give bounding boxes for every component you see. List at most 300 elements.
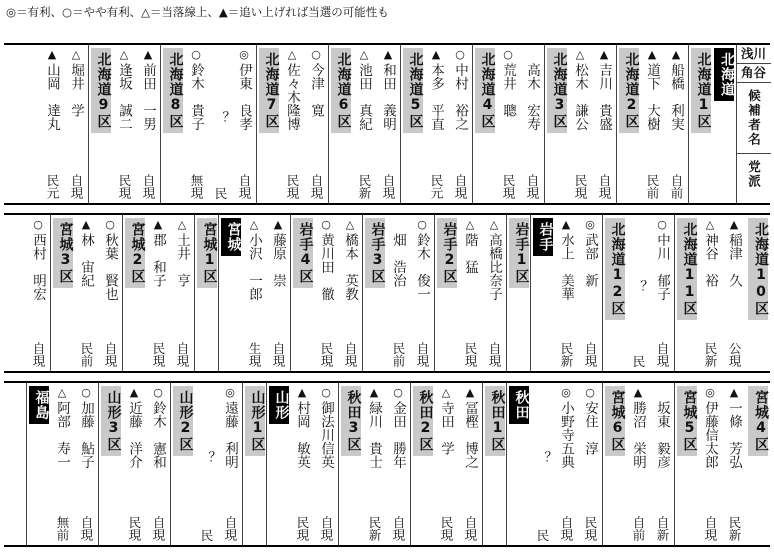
forecast-mark: ▲ [647, 48, 657, 61]
table-column [520, 45, 544, 203]
district-header: 秋田1区 [485, 386, 505, 456]
candidate-top [558, 386, 574, 469]
candidate-name: 寺田 学 [438, 401, 454, 455]
candidate-name: 金田 勝年 [390, 401, 406, 469]
candidate-top [54, 386, 70, 469]
table-column [458, 383, 482, 545]
candidate-top [140, 48, 156, 131]
candidate-name: 和田 義明 [380, 63, 396, 131]
district-header: 宮城4区 [748, 386, 768, 456]
table-column [64, 45, 88, 203]
candidate-top [726, 386, 742, 469]
table-column [602, 215, 626, 371]
table-column [722, 383, 746, 545]
party-label: 自現 [463, 516, 478, 541]
party-label: 自新 [655, 516, 670, 541]
table-column [698, 215, 722, 371]
table-column [122, 383, 146, 545]
table-column [50, 383, 74, 545]
table-column [88, 45, 112, 203]
table-column [544, 45, 568, 203]
forecast-mark: ○ [153, 386, 163, 399]
candidate-name: 御法川信英 [318, 401, 334, 469]
table-column [98, 383, 122, 545]
district-header: 北海道5区 [403, 48, 423, 133]
candidate-top [462, 218, 478, 274]
candidate-top [582, 386, 598, 455]
table-column [400, 45, 424, 203]
party-label: 民前 [391, 342, 406, 367]
table-column [496, 45, 520, 203]
table-column [122, 215, 146, 371]
forecast-mark: ◎ [225, 386, 235, 399]
table-column [338, 215, 362, 371]
table-column [266, 215, 290, 371]
forecast-mark: ○ [417, 218, 427, 231]
district-header: 北海道2区 [619, 48, 639, 133]
party-label: 民 [213, 186, 228, 199]
forecast-mark: ○ [81, 386, 91, 399]
candidate-top [452, 48, 468, 131]
table-column [664, 45, 688, 203]
candidate-name: 藤原 崇 [270, 233, 286, 287]
forecast-mark: ◎ [239, 48, 249, 61]
column-strip [40, 45, 770, 203]
candidate-top [668, 48, 684, 131]
party-label: 民新 [357, 174, 372, 199]
candidate-top [702, 218, 718, 287]
candidate-name: 加藤 鮎子 [78, 401, 94, 469]
table-column [424, 45, 448, 203]
table-column [232, 45, 256, 203]
table-column [218, 383, 242, 545]
candidate-top [270, 218, 286, 287]
party-label: 民 [199, 528, 214, 541]
district-header: 北海道9区 [91, 48, 111, 133]
forecast-mark: ▲ [47, 48, 57, 61]
candidate-name: 稲津 久 [726, 233, 742, 287]
table-column [602, 383, 626, 545]
party-label: 民前 [79, 342, 94, 367]
district-header: 宮城2区 [125, 218, 145, 288]
table-column [314, 383, 338, 545]
party-label: 自前 [669, 174, 684, 199]
party-label: 民現 [127, 516, 142, 541]
forecast-mark: △ [441, 386, 451, 399]
candidate-name: 鈴木 貴子 [188, 63, 204, 131]
forecast-mark: ▲ [369, 386, 379, 399]
candidate-name: 荒井 聰 [500, 63, 516, 117]
district-header: 北海道7区 [259, 48, 279, 133]
candidate-name: 鈴木 俊一 [414, 233, 430, 301]
candidate-top [558, 218, 574, 301]
table-column [434, 215, 458, 371]
table-column [362, 383, 386, 545]
table-column [136, 45, 160, 203]
party-label: 民現 [583, 516, 598, 541]
unknown-candidate: ？ [535, 450, 550, 464]
candidate-name: 小野寺五典 [558, 401, 574, 469]
party-label: 自前 [631, 516, 646, 541]
table-column [194, 215, 218, 371]
candidate-name: 中村 裕之 [452, 63, 468, 131]
candidate-top [486, 218, 502, 301]
forecast-mark: ○ [455, 48, 465, 61]
party-label: 民現 [117, 174, 132, 199]
table-column [554, 383, 578, 545]
table-column [266, 383, 290, 545]
candidate-name: 本多 平直 [428, 63, 444, 131]
party-label: 民新 [703, 342, 718, 367]
table-column [290, 383, 314, 545]
forecast-mark: ○ [393, 386, 403, 399]
candidate-name: 今津 寛 [308, 63, 324, 117]
party-label: 自現 [343, 342, 358, 367]
party-label: 生現 [247, 342, 262, 367]
candidate-top [68, 48, 84, 117]
table-column [650, 383, 674, 545]
candidate-top [390, 386, 406, 469]
forecast-mark: ▲ [81, 218, 91, 231]
candidate-name: 水上 美華 [558, 233, 574, 301]
table-column [376, 45, 400, 203]
district-header: 北海道8区 [163, 48, 183, 133]
forecast-mark: △ [705, 218, 715, 231]
forecast-mark: ○ [657, 218, 667, 231]
forecast-mark: ▲ [561, 218, 571, 231]
region-header: 福島 [29, 386, 49, 424]
party-label: 自現 [271, 342, 286, 367]
candidate-top [30, 218, 46, 301]
district-header: 岩手2区 [437, 218, 457, 288]
district-header: 山形2区 [173, 386, 193, 456]
table-column [626, 383, 650, 545]
table-column [242, 383, 266, 545]
candidate-name: 池田 真紀 [356, 63, 372, 131]
table-column [40, 45, 64, 203]
forecast-mark: ▲ [383, 48, 393, 61]
table-column [50, 215, 74, 371]
candidate-name: 山岡 達丸 [44, 63, 60, 131]
forecast-mark: ▲ [297, 386, 307, 399]
district-header: 北海道10区 [748, 218, 768, 320]
region-header: 秋田 [509, 386, 529, 424]
table-row-block [4, 213, 770, 373]
table-column [506, 383, 530, 545]
candidate-name: 冨樫 博之 [462, 401, 478, 469]
table-column [74, 215, 98, 371]
party-label: 自現 [583, 342, 598, 367]
candidate-top [78, 218, 94, 287]
candidate-top [524, 48, 540, 131]
party-label: 自現 [175, 342, 190, 367]
party-label: 自現 [151, 516, 166, 541]
table-column [434, 383, 458, 545]
table-column [688, 45, 712, 203]
candidate-name: 松木 謙公 [572, 63, 588, 131]
party-label: 自現 [525, 174, 540, 199]
table-column [26, 215, 50, 371]
table-column [338, 383, 362, 545]
party-label: 民 [631, 354, 646, 367]
candidate-top [644, 48, 660, 131]
table-column [160, 45, 184, 203]
candidate-name: 武部 新 [582, 233, 598, 287]
forecast-mark: △ [249, 218, 259, 231]
candidate-name: 階 猛 [462, 233, 478, 274]
table-column [746, 383, 770, 545]
district-header: 岩手4区 [293, 218, 313, 288]
candidate-top [438, 386, 454, 455]
forecast-mark: △ [575, 48, 585, 61]
party-label: 自現 [319, 516, 334, 541]
district-header: 北海道6区 [331, 48, 351, 133]
party-label: 自現 [309, 174, 324, 199]
forecast-mark: ◎ [585, 218, 595, 231]
party-label: 民新 [367, 516, 382, 541]
forecast-mark: ◎ [705, 386, 715, 399]
party-label: 自現 [31, 342, 46, 367]
forecast-mark: ○ [33, 218, 43, 231]
table-column [410, 383, 434, 545]
table-column [304, 45, 328, 203]
candidate-name: 林 宙紀 [78, 233, 94, 287]
table-column [290, 215, 314, 371]
district-header: 北海道11区 [677, 218, 697, 320]
party-label: 自現 [79, 516, 94, 541]
table-column [352, 45, 376, 203]
party-label: 民新 [727, 516, 742, 541]
candidate-top [116, 48, 132, 131]
candidate-top [246, 218, 262, 301]
candidate-top [102, 218, 118, 301]
table-column [218, 215, 242, 371]
forecast-mark: ○ [105, 218, 115, 231]
candidate-name: 土井 亨 [174, 233, 190, 287]
forecast-mark: △ [119, 48, 129, 61]
party-label: 民新 [559, 342, 574, 367]
party-label: 民 [535, 528, 550, 541]
forecast-mark: △ [345, 218, 355, 231]
candidate-name: 一條 芳弘 [726, 401, 742, 469]
party-label: 民現 [501, 174, 516, 199]
district-header: 北海道3区 [547, 48, 567, 133]
candidate-name: 畑 浩治 [390, 233, 406, 287]
forecast-mark: ○ [191, 48, 201, 61]
party-label: 自現 [141, 174, 156, 199]
candidate-top [236, 48, 252, 131]
candidate-top [356, 48, 372, 131]
table-column [530, 383, 554, 545]
party-label: 民現 [285, 174, 300, 199]
district-header: 北海道1区 [691, 48, 711, 133]
party-label: 自現 [237, 174, 252, 199]
candidate-name: 船橋 利実 [668, 63, 684, 131]
unknown-candidate: ？ [631, 279, 646, 293]
party-label: 自現 [559, 516, 574, 541]
forecast-mark: ▲ [431, 48, 441, 61]
party-label: 自現 [391, 516, 406, 541]
table-column [98, 215, 122, 371]
table-column [554, 215, 578, 371]
party-label: 民現 [439, 516, 454, 541]
candidate-top [222, 386, 238, 469]
table-column [698, 383, 722, 545]
district-header: 秋田2区 [413, 386, 433, 456]
candidate-name: 伊藤信太郎 [702, 401, 718, 469]
candidate-top [308, 48, 324, 117]
candidate-top [284, 48, 300, 131]
candidate-name: 高木 宏寿 [524, 63, 540, 131]
table-column [568, 45, 592, 203]
candidate-name: 伊東 良孝 [236, 63, 252, 131]
candidate-name: 高橋比奈子 [486, 233, 502, 301]
table-column [362, 215, 386, 371]
table-column [482, 383, 506, 545]
table-column [314, 215, 338, 371]
party-label: 無現 [189, 174, 204, 199]
forecast-mark: ▲ [273, 218, 283, 231]
candidate-top [294, 386, 310, 469]
candidate-name: 近藤 洋介 [126, 401, 142, 469]
party-label: 自現 [415, 342, 430, 367]
forecast-mark: ▲ [671, 48, 681, 61]
district-header: 北海道12区 [605, 218, 625, 320]
candidate-top [318, 218, 334, 301]
candidate-name: 阿部 寿一 [54, 401, 70, 469]
table-column [722, 215, 746, 371]
forecast-mark: ▲ [465, 386, 475, 399]
region-header: 宮城 [221, 218, 241, 256]
forecast-mark: ○ [585, 386, 595, 399]
table-column [74, 383, 98, 545]
forecast-mark: △ [489, 218, 499, 231]
table-column [712, 45, 736, 203]
table-column [170, 215, 194, 371]
candidate-name: 小沢 一郎 [246, 233, 262, 301]
party-label: 自現 [103, 342, 118, 367]
header-column [736, 45, 770, 203]
table-column [640, 45, 664, 203]
candidate-top [366, 386, 382, 469]
table-column [578, 383, 602, 545]
party-label: 自現 [703, 516, 718, 541]
party-label: 自現 [381, 174, 396, 199]
unknown-candidate: ？ [213, 110, 228, 124]
forecast-mark: ▲ [729, 386, 739, 399]
table-column [184, 45, 208, 203]
candidate-name: 黄川田 徹 [318, 233, 334, 301]
candidate-top [150, 386, 166, 469]
district-header: 北海道4区 [475, 48, 495, 133]
party-label: 民現 [573, 174, 588, 199]
forecast-mark: △ [359, 48, 369, 61]
table-row-block [4, 381, 770, 547]
region-header: 岩手 [533, 218, 553, 256]
table-column [458, 215, 482, 371]
party-label: 民現 [295, 516, 310, 541]
forecast-mark: △ [71, 48, 81, 61]
header-author: 角谷 [740, 65, 766, 80]
candidate-top [380, 48, 396, 131]
candidate-name: 勝沼 栄明 [630, 401, 646, 469]
candidate-name: 神谷 裕 [702, 233, 718, 287]
table-column [592, 45, 616, 203]
forecast-mark: ○ [311, 48, 321, 61]
table-column [530, 215, 554, 371]
table-column [170, 383, 194, 545]
unknown-candidate: ？ [199, 450, 214, 464]
forecast-mark: ▲ [153, 218, 163, 231]
table-column [256, 45, 280, 203]
forecast-mark: △ [177, 218, 187, 231]
legend-text: ◎＝有利、○＝やや有利、△＝当落線上、▲＝追い上げれば当選の可能性も [6, 5, 389, 19]
party-label: 民現 [319, 342, 334, 367]
candidate-top [596, 48, 612, 131]
district-header: 宮城6区 [605, 386, 625, 456]
candidate-top [342, 218, 358, 301]
forecast-mark: ○ [321, 386, 331, 399]
table-column [146, 383, 170, 545]
party-label: 民現 [463, 342, 478, 367]
forecast-mark: ▲ [633, 386, 643, 399]
forecast-mark: ◎ [561, 386, 571, 399]
candidate-name: 堀井 学 [68, 63, 84, 117]
candidate-top [702, 386, 718, 469]
forecast-mark: ▲ [599, 48, 609, 61]
forecast-mark: ▲ [729, 218, 739, 231]
table-column [578, 215, 602, 371]
table-column [146, 215, 170, 371]
party-label: 自現 [655, 342, 670, 367]
candidate-top [630, 386, 646, 469]
table-column [242, 215, 266, 371]
candidate-top [150, 218, 166, 287]
table-column [112, 45, 136, 203]
table-column [26, 383, 50, 545]
district-header: 山形3区 [101, 386, 121, 456]
candidate-name: 前田 一男 [140, 63, 156, 131]
party-label: 自現 [453, 174, 468, 199]
forecast-mark: △ [287, 48, 297, 61]
candidate-top [78, 386, 94, 469]
party-label: 無前 [55, 516, 70, 541]
candidate-top [726, 218, 742, 287]
candidate-top [188, 48, 204, 131]
party-label: 民元 [429, 174, 444, 199]
table-column [506, 215, 530, 371]
candidate-top [318, 386, 334, 469]
candidate-top [582, 218, 598, 287]
district-header: 宮城1区 [197, 218, 217, 288]
header-candidate-label: 候補者名 [746, 89, 762, 147]
candidate-name: 安住 淳 [582, 401, 598, 455]
table-column [208, 45, 232, 203]
candidate-top [500, 48, 516, 117]
column-strip [26, 215, 770, 371]
table-row-block [4, 43, 770, 205]
candidate-top [572, 48, 588, 131]
candidate-top [174, 218, 190, 287]
candidate-name: 中川 郁子 [654, 233, 670, 301]
table-column [386, 383, 410, 545]
party-label: 自現 [597, 174, 612, 199]
table-column [746, 215, 770, 371]
candidate-top [462, 386, 478, 469]
candidate-top [126, 386, 142, 469]
district-header: 山形1区 [245, 386, 265, 456]
candidate-name: 緑川 貴士 [366, 401, 382, 469]
